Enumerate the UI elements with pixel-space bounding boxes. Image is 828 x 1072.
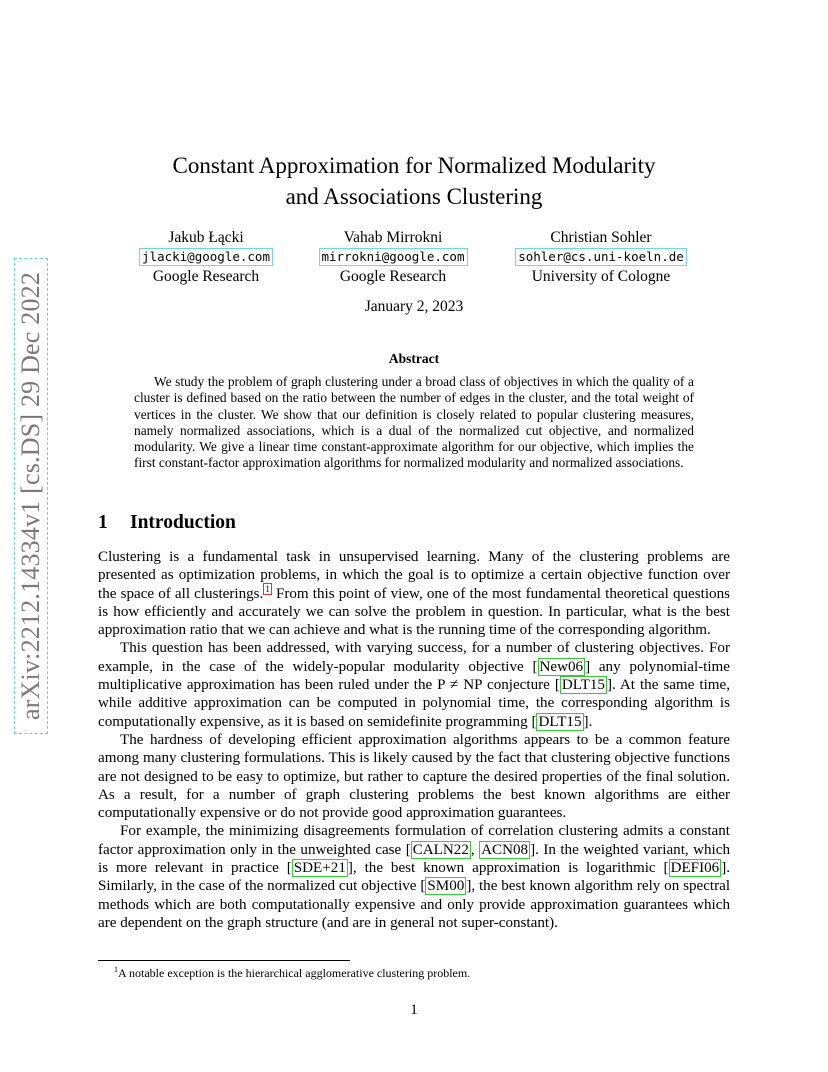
footnote-ref-link[interactable]: 1: [265, 583, 270, 594]
abstract-heading: Abstract: [388, 351, 440, 366]
author-block-3: [501, 228, 701, 286]
citation-link[interactable]: DEFI06: [670, 860, 720, 877]
paper-title: [98, 150, 730, 212]
citation-link[interactable]: DLT15: [561, 677, 605, 694]
author-name: Jakub Łącki: [168, 229, 244, 246]
arxiv-stamp-text: arXiv:2212.14334v1 [cs.DS] 29 Dec 2022: [16, 271, 45, 721]
citation-link[interactable]: New06: [539, 658, 584, 675]
author-email-link[interactable]: jlacki@google.com: [139, 248, 273, 266]
title-line-1: Constant Approximation for Normalized Modularity: [172, 153, 656, 178]
citation-link[interactable]: SM00: [427, 878, 465, 895]
arxiv-stamp[interactable]: [14, 258, 48, 734]
author-affiliation: Google Research: [152, 268, 260, 285]
author-block-2: [293, 228, 493, 286]
footnote-mark: 1: [114, 965, 118, 974]
footnote-rule: [98, 960, 350, 961]
author-affiliation: University of Cologne: [531, 268, 671, 285]
author-affiliation: Google Research: [339, 268, 447, 285]
citation-link[interactable]: SDE+21: [293, 860, 346, 877]
body-text: [98, 548, 730, 932]
paper-date: January 2, 2023: [364, 298, 464, 315]
section-heading: [98, 512, 236, 534]
footnote-text: A notable exception is the hierarchical agglomerative clustering problem.: [118, 966, 471, 980]
author-name: Christian Sohler: [550, 229, 652, 246]
page-number: 1: [410, 1002, 418, 1018]
section-title: Introduction: [130, 512, 236, 533]
section-number: 1: [98, 512, 108, 533]
citation-link[interactable]: DLT15: [538, 713, 582, 730]
author-email-link[interactable]: mirrokni@google.com: [319, 248, 468, 266]
author-block-1: [106, 228, 306, 286]
author-email-link[interactable]: sohler@cs.uni-koeln.de: [515, 248, 687, 266]
abstract-text: We study the problem of graph clustering under a broad class of objectives in which the quality of a cluster is defined based on the ratio between the number of edges in the cluster, and the total weight of vertices in the cluster. We show that our definition is closely related to popular clustering measures, namely normalized associations, which is a dual of the normalized cut objective, and normalized modularity. We give a linear time constant-approximate algorithm for our objective, which implies the first constant-factor approximation algorithms for normalized modularity and normalized associations.: [134, 374, 694, 471]
paragraph-1: Clustering is a fundamental task in unsupervised learning. Many of the clustering problems are presented as optimization problems, in which the goal is to optimize a certain objective function over the space of all clusterings. $^1$ From this point of view, one of the most fundamental theoretical questions is how efficiently and accurately we can solve the problem in question. In particular, what is the best approximation ratio that we can achieve and what is the running time of the corresponding algorithm.: [98, 549, 730, 639]
citation-link[interactable]: ACN08: [481, 841, 529, 858]
paragraph-4: For example, the minimizing disagreements formulation of correlation clustering admits a constant factor approximation only in the unweighted case [ CALN22 , ACN08 ]. In the weighted variant, which is more relevant in practice [ SDE+21 ], the best known approximation is logarithmic [ DEFI06 ]. Similarly, in the case of the normalized cut objective [ SM00 ], the best known algorithm rely on spectral methods which are both computationally expensive and only provide approximation guarantees which are dependent on the graph structure (and are in general not super-constant).: [98, 823, 731, 931]
title-line-2: and Associations Clustering: [285, 184, 543, 209]
author-name: Vahab Mirrokni: [343, 229, 443, 246]
paragraph-3: The hardness of developing efficient approximation algorithms appears to be a common feature among many clustering formulations. This is likely caused by the fact that clustering objective functions are not designed to be easy to optimize, but rather to capture the desired properties of the final solution. As a result, for a number of graph clustering problems the best known algorithms are either computationally expensive or do not provide good approximation guarantees.: [98, 731, 730, 822]
footnote: [114, 965, 470, 981]
paragraph-2: This question has been addressed, with varying success, for a number of clustering objectives. For example, in the case of the widely-popular modularity objective [ New06 ] any polynomial-time multiplicative approximation has been ruled under the P ≠ NP conjecture [ DLT15 ]. At the same time, while additive approximation can be computed in polynomial time, the corresponding algorithm is computationally expensive, as it is based on semidefinite programming [ DLT15 ].: [98, 640, 730, 730]
citation-link[interactable]: CALN22: [412, 841, 469, 858]
